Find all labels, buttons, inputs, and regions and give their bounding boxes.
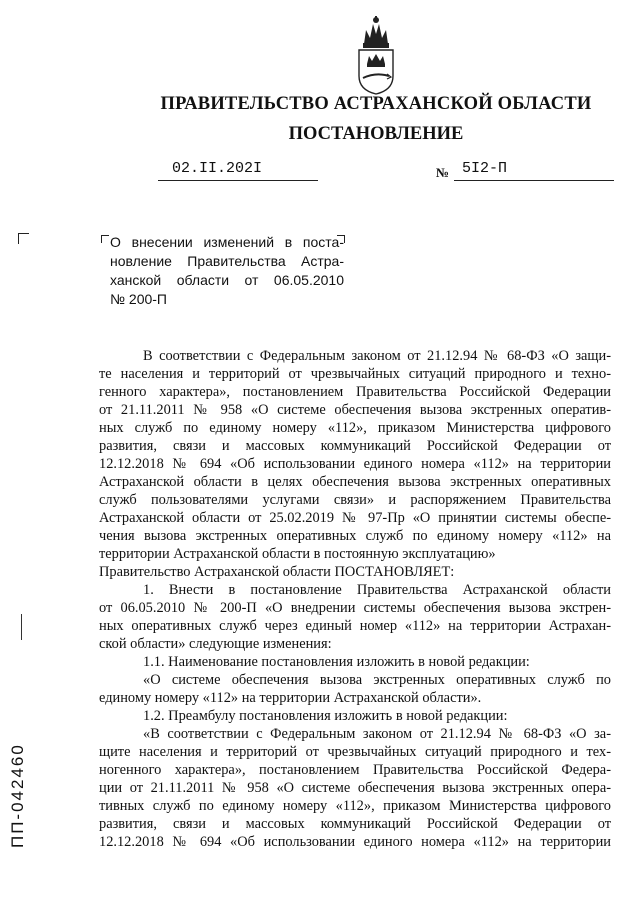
title-line: ханской области от 06.05.2010 xyxy=(110,272,344,288)
body-line: от 06.05.2010 № 200-П «О внедрении системы обеспечения вызова экстрен- xyxy=(99,600,611,616)
body-line: В соответствии с Федеральным законом от 21.12.94 № 68-ФЗ «О защи- xyxy=(143,348,611,364)
body-line: генного характера», постановлением Правительства Российской Федерации xyxy=(99,384,611,400)
side-serial-stamp: ПП-042460 xyxy=(8,743,27,848)
coat-of-arms-emblem xyxy=(351,14,401,96)
document-number: 5I2-П xyxy=(462,160,508,177)
document-type-heading: ПОСТАНОВЛЕНИЕ xyxy=(288,124,464,144)
body-line: 1. Внести в постановление Правительства Астраханской области xyxy=(143,582,611,598)
body-line: «В соответствии с Федеральным законом от 21.12.94 № 68-ФЗ «О за- xyxy=(143,726,611,742)
body-line: 12.12.2018 № 694 «Об использовании единого номера «112» на территории xyxy=(99,456,611,472)
body-line: Астраханской области в целях обеспечения вызова экстренных оперативных xyxy=(99,474,611,490)
number-label: № xyxy=(436,165,450,180)
government-heading: ПРАВИТЕЛЬСТВО АСТРАХАНСКОЙ ОБЛАСТИ xyxy=(160,94,592,114)
document-body xyxy=(99,347,611,851)
body-line: ных оперативных служб через единый номер «112» на территории Астрахан- xyxy=(99,618,611,634)
body-line: единому номеру «112» на территории Астраханской области». xyxy=(99,690,482,706)
body-line: 12.12.2018 № 694 «Об использовании единого номера «112» на территории xyxy=(99,834,611,850)
left-corner-mark xyxy=(18,233,29,244)
body-line: те населения и территорий от чрезвычайных ситуаций природного и техно- xyxy=(99,366,611,382)
body-line: служб пользователями услугами связи» и распоряжением Правительства xyxy=(99,492,611,508)
margin-tick xyxy=(21,614,22,640)
date-underline xyxy=(158,180,318,181)
body-line: щите населения и территорий от чрезвычайных ситуаций природного и тех- xyxy=(99,744,611,760)
document-date: 02.II.202I xyxy=(172,160,263,177)
number-underline xyxy=(454,180,614,181)
title-line: новление Правительства Астра- xyxy=(110,253,344,269)
document-title xyxy=(110,233,344,309)
body-line: Астраханской области от 25.02.2019 № 97-Пр «О принятии системы обеспе- xyxy=(99,510,611,526)
body-line: 1.2. Преамбулу постановления изложить в новой редакции: xyxy=(143,708,508,724)
title-line: О внесении изменений в поста- xyxy=(110,234,344,250)
body-line: развития, связи и массовых коммуникаций Российской Федерации от xyxy=(99,438,611,454)
body-line: ногенного характера», постановлением Правительства Российской Федера- xyxy=(99,762,611,778)
body-line: «О системе обеспечения вызова экстренных оперативных служб по xyxy=(143,672,611,688)
body-line: ской области» следующие изменения: xyxy=(99,636,332,652)
body-line: чения вызова экстренных оперативных служб по единому номеру «112» на xyxy=(99,528,611,544)
body-line: 1.1. Наименование постановления изложить в новой редакции: xyxy=(143,654,530,670)
title-line: № 200-П xyxy=(110,291,167,307)
body-line: ции от 21.11.2011 № 958 «О системе обеспечения вызова экстренных опера- xyxy=(99,780,611,796)
body-line: развития, связи и массовых коммуникаций Российской Федерации от xyxy=(99,816,611,832)
body-line: тивных служб по единому номеру «112», приказом Министерства цифрового xyxy=(99,798,611,814)
title-corner-left xyxy=(101,235,109,243)
body-line: ных служб по единому номеру «112», приказом Министерства цифрового xyxy=(99,420,611,436)
body-line: Правительство Астраханской области ПОСТАНОВЛЯЕТ: xyxy=(99,564,455,580)
body-line: от 21.11.2011 № 958 «О системе обеспечения вызова экстренных оператив- xyxy=(99,402,611,418)
body-line: территории Астраханской области в постоянную эксплуатацию» xyxy=(99,546,496,562)
